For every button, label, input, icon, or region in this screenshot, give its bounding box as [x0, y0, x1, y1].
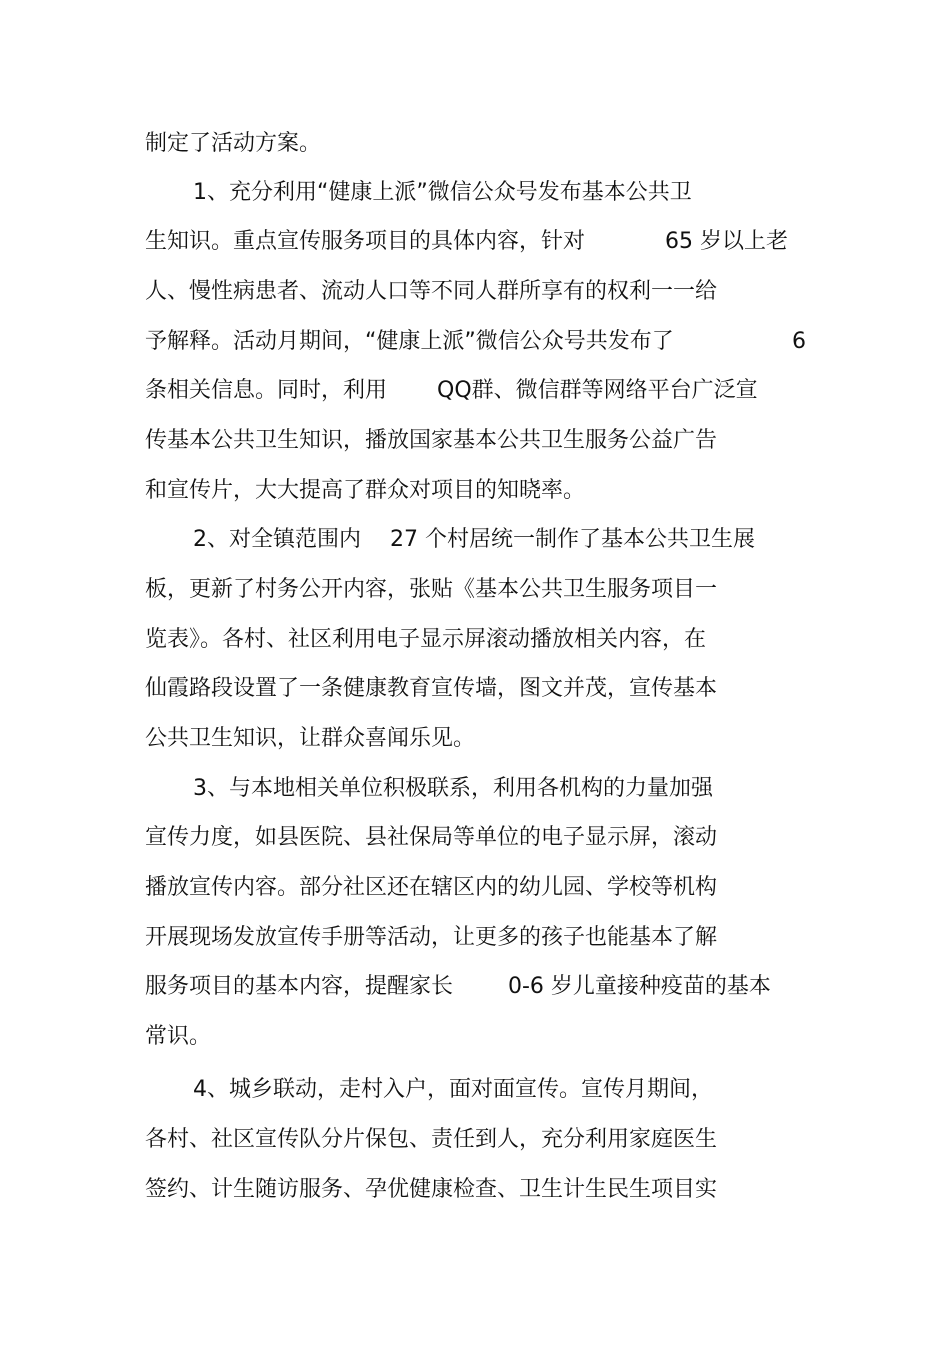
text-segment: 仙霞路段设置了一条健康教育宣传墙，图文并茂，宣传基本: [145, 676, 718, 701]
text-segment: 服务项目的基本内容，提醒家长: [145, 974, 454, 999]
text-line: [0, 821, 718, 855]
text-line: [0, 1173, 718, 1207]
text-segment: 览表》。各村、社区利用电子显示屏滚动播放相关内容，在: [145, 627, 707, 652]
text-line: [0, 871, 718, 905]
text-segment: 开展现场发放宣传手册等活动，让更多的孩子也能基本了解: [145, 925, 718, 950]
text-segment: 生知识。重点宣传服务项目的具体内容，针对: [145, 229, 586, 254]
text-line: [0, 573, 718, 607]
text-line: [0, 1020, 212, 1054]
text-segment: 6: [792, 329, 806, 354]
text-segment: 播放宣传内容。部分社区还在辖区内的幼儿园、学校等机构: [145, 875, 718, 900]
text-segment: 予解释。活动月期间，“健康上派”微信公众号共发布了: [145, 329, 674, 354]
text-segment: 条相关信息。同时，利用: [145, 378, 388, 403]
text-segment: 宣传力度，如县医院、县社保局等单位的电子显示屏，滚动: [145, 825, 718, 850]
text-line: [0, 1123, 718, 1157]
text-line: [0, 970, 771, 1004]
text-line: [0, 374, 758, 408]
text-line: [0, 225, 788, 259]
text-segment: 3、与本地相关单位积极联系，利用各机构的力量加强: [193, 776, 713, 801]
text-line: [0, 176, 692, 210]
text-segment: 4、城乡联动，走村入户，面对面宣传。宣传月期间，: [193, 1077, 713, 1102]
text-segment: 制定了活动方案。: [145, 131, 322, 156]
text-line: [0, 127, 322, 161]
text-line: [0, 474, 586, 508]
text-segment: 传基本公共卫生知识，播放国家基本公共卫生服务公益广告: [145, 428, 718, 453]
text-line: [0, 672, 718, 706]
text-line: [0, 722, 476, 756]
text-line: [0, 325, 806, 359]
text-segment: 签约、计生随访服务、孕优健康检查、卫生计生民生项目实: [145, 1177, 718, 1202]
text-segment: 公共卫生知识，让群众喜闻乐见。: [145, 726, 476, 751]
text-segment: 各村、社区宣传队分片保包、责任到人，充分利用家庭医生: [145, 1127, 718, 1152]
text-segment: 2、对全镇范围内: [193, 527, 361, 552]
text-line: [0, 772, 713, 806]
text-segment: 人、慢性病患者、流动人口等不同人群所享有的权利一一给: [145, 279, 718, 304]
text-segment: 0-6 岁儿童接种疫苗的基本: [508, 974, 771, 999]
text-segment: 1、充分利用“健康上派”微信公众号发布基本公共卫: [193, 180, 692, 205]
text-line: [0, 623, 707, 657]
text-segment: QQ群、微信群等网络平台广泛宣: [437, 378, 758, 403]
text-segment: 27 个村居统一制作了基本公共卫生展: [390, 527, 755, 552]
text-line: [0, 424, 718, 458]
text-segment: 65 岁以上老: [665, 229, 788, 254]
text-line: [0, 1073, 713, 1107]
text-line: [0, 523, 755, 557]
text-segment: 常识。: [145, 1024, 212, 1049]
text-line: [0, 275, 718, 309]
text-segment: 和宣传片，大大提高了群众对项目的知晓率。: [145, 478, 586, 503]
text-line: [0, 921, 718, 955]
text-segment: 板，更新了村务公开内容，张贴《基本公共卫生服务项目一: [145, 577, 718, 602]
